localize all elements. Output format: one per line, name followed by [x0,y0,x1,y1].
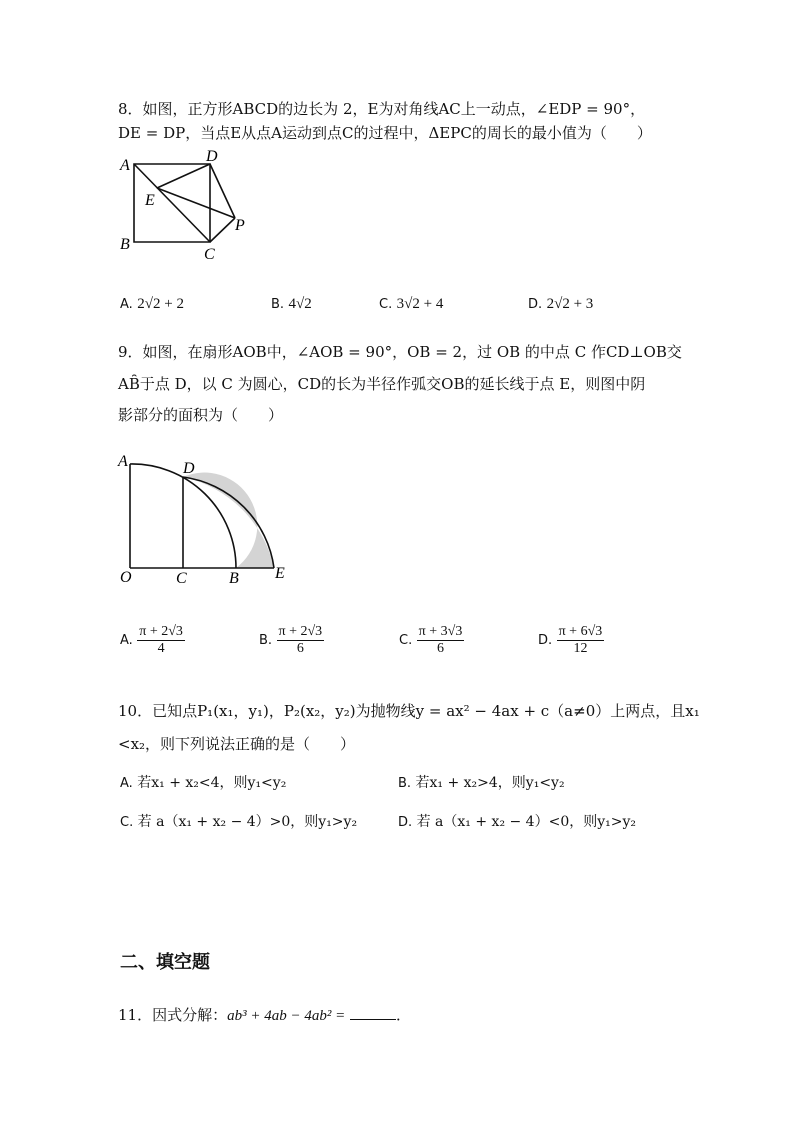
q8-option-a[interactable]: A. 2√2 + 2 [120,296,184,312]
label-o: O [120,569,132,586]
q8-option-d[interactable]: D. 2√2 + 3 [528,296,594,312]
q11-suffix: ． [396,1006,412,1024]
q10-option-c[interactable]: C. 若 a（x₁ + x₂ − 4）>0，则y₁>y₂ [120,814,358,830]
q11-text [118,1005,411,1026]
q9-option-b[interactable]: B. $\frac{\pi + 2√3}{6}$ [259,624,323,656]
label-b: B [120,236,130,253]
q9-text-line1: 9．如图，在扇形AOB中，∠AOB = 90°，OB = 2，过 OB 的中点 C 作CD⊥OB交 [118,343,682,361]
label-a: A [120,157,130,174]
q10-option-b[interactable]: B. 若x₁ + x₂>4，则y₁<y₂ [398,775,565,791]
q11-answer-blank[interactable] [350,1005,396,1020]
q10-text-line2: <x₂，则下列说法正确的是（ ） [118,735,356,753]
section-heading: 二、填空题 [120,952,210,973]
q9-option-d[interactable]: D. $\frac{\pi + 6√3}{12}$ [538,624,603,656]
label-c: C [176,570,187,587]
q8-option-b[interactable]: B. 4√2 [271,296,312,312]
label-p: P [235,217,245,234]
q10-option-a[interactable]: A. 若x₁ + x₂<4，则y₁<y₂ [120,775,287,791]
q8-option-c[interactable]: C. 3√2 + 4 [379,296,444,312]
q11-prefix: 11．因式分解： [118,1006,228,1024]
label-a: A [118,453,128,470]
q9-text-line2: AB̑于点 D，以 C 为圆心，CD的长为半径作弧交OB的延长线于点 E，则图中阴 [118,375,646,393]
label-b: B [229,570,239,587]
q11-expression: ab³ + 4ab − 4ab² = [227,1008,346,1024]
q9-text-line3: 影部分的面积为（ ） [118,406,284,424]
q8-figure [115,148,255,263]
q9-option-a[interactable]: A. $\frac{\pi + 2√3}{4}$ [120,624,183,656]
label-e: E [275,565,285,582]
label-e: E [145,192,155,209]
label-c: C [204,246,215,263]
q8-text-line1: 8．如图，正方形ABCD的边长为 2，E为对角线AC上一动点，∠EDP = 90°， [118,100,646,118]
label-d: D [183,460,195,477]
label-d: D [206,148,218,165]
q9-figure [115,450,295,590]
q8-text-line2: DE = DP，当点E从点A运动到点C的过程中，ΔEPC的周长的最小值为（ ） [118,124,652,142]
q9-option-c[interactable]: C. $\frac{\pi + 3√3}{6}$ [399,624,463,656]
q10-option-d[interactable]: D. 若 a（x₁ + x₂ − 4）<0，则y₁>y₂ [398,814,637,830]
q10-text-line1: 10．已知点P₁(x₁，y₁)，P₂(x₂，y₂)为抛物线y = ax² − 4ax + c（a≠0）上两点，且x₁ [118,702,700,720]
